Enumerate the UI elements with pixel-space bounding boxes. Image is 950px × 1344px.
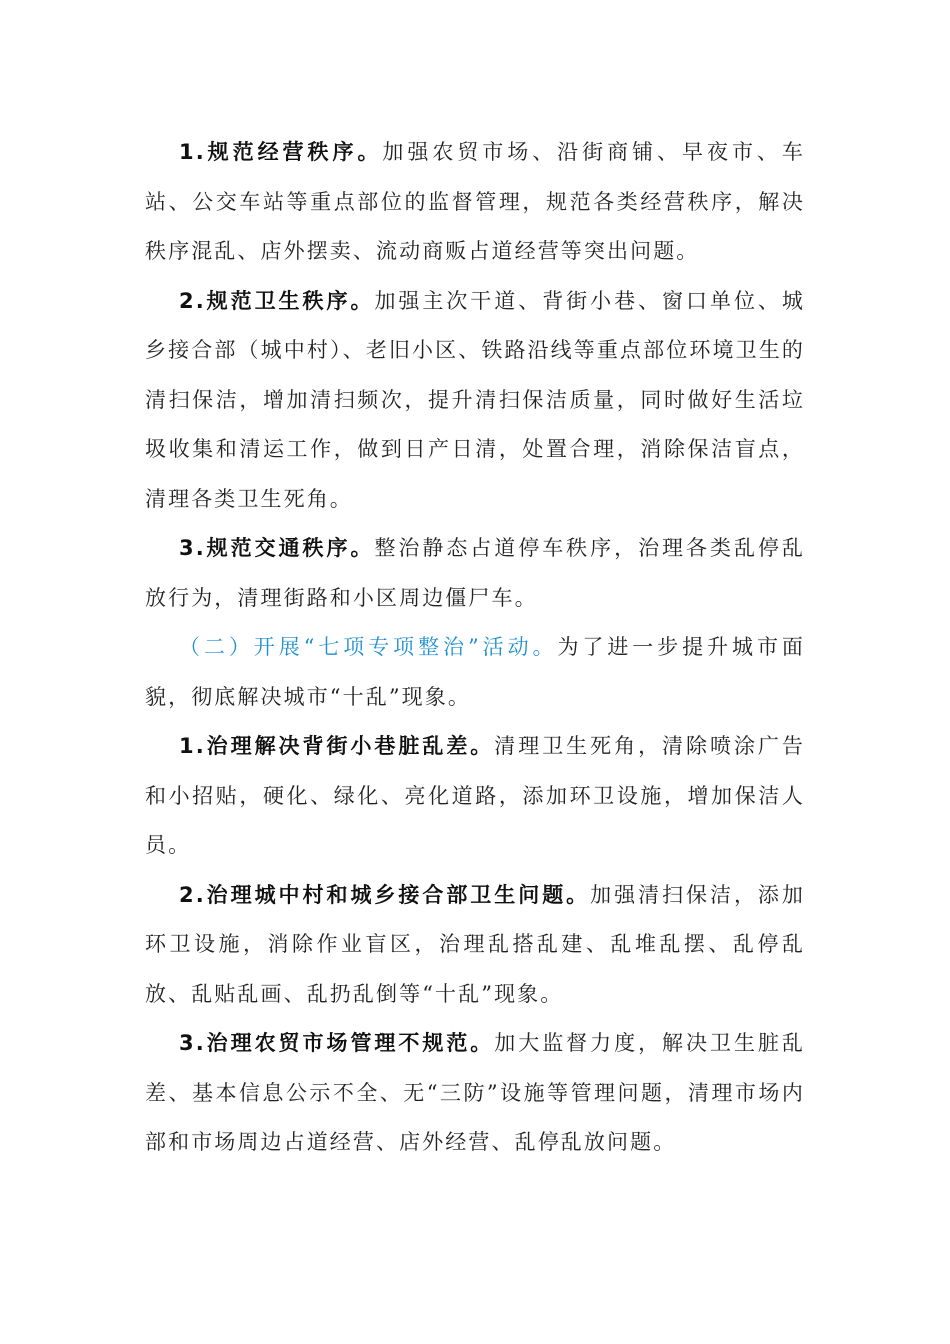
- section-heading: （二）开展“七项专项整治”活动。: [179, 635, 558, 659]
- paragraph-heading: 3.规范交通秩序。: [179, 536, 375, 560]
- paragraph-heading: 1.规范经营秩序。: [179, 140, 383, 164]
- paragraph-heading: 1.治理解决背街小巷脏乱差。: [179, 734, 495, 758]
- paragraph-regulate-sanitation-order: [145, 277, 805, 525]
- paragraph-text: 加大监督力度，解决卫生脏乱差、基本信息公示不全、无“三防”设施等管理问题，清理市场内部和市场周边占道经营、店外经营、乱停乱放问题。: [145, 1031, 805, 1154]
- paragraph-regulate-business-order: [145, 128, 805, 277]
- paragraph-back-alleys: [145, 722, 805, 871]
- paragraph-heading: 2.规范卫生秩序。: [179, 288, 375, 313]
- paragraph-text: 为了进一步提升城市面貌，彻底解决城市“十乱”现象。: [145, 635, 805, 709]
- paragraph-text: 加强主次干道、背街小巷、窗口单位、城乡接合部（城中村）、老旧小区、铁路沿线等重点部位环境卫生的清扫保洁，增加清扫频次，提升清扫保洁质量，同时做好生活垃圾收集和清运工作，做到日产日清，处置合理，消除保洁盲点，清理各类卫生死角。: [145, 288, 805, 511]
- paragraph-text: 加强农贸市场、沿街商铺、早夜市、车站、公交车站等重点部位的监督管理，规范各类经营秩序，解决秩序混乱、店外摆卖、流动商贩占道经营等突出问题。: [145, 140, 805, 263]
- paragraph-text: 整治静态占道停车秩序，治理各类乱停乱放行为，清理街路和小区周边僵尸车。: [145, 536, 805, 610]
- paragraph-heading: 2.治理城中村和城乡接合部卫生问题。: [179, 882, 591, 907]
- document-body: [145, 128, 805, 1168]
- paragraph-urban-villages: [145, 871, 805, 1020]
- paragraph-regulate-traffic-order: [145, 524, 805, 623]
- section-heading-seven-campaigns: [145, 623, 805, 722]
- paragraph-farmers-markets: [145, 1019, 805, 1168]
- paragraph-heading: 3.治理农贸市场管理不规范。: [179, 1031, 495, 1055]
- paragraph-text: 加强清扫保洁，添加环卫设施，消除作业盲区，治理乱搭乱建、乱堆乱摆、乱停乱放、乱贴乱画、乱扔乱倒等“十乱”现象。: [145, 882, 806, 1006]
- paragraph-text: 清理卫生死角，清除喷涂广告和小招贴，硬化、绿化、亮化道路，添加环卫设施，增加保洁人员。: [145, 734, 805, 857]
